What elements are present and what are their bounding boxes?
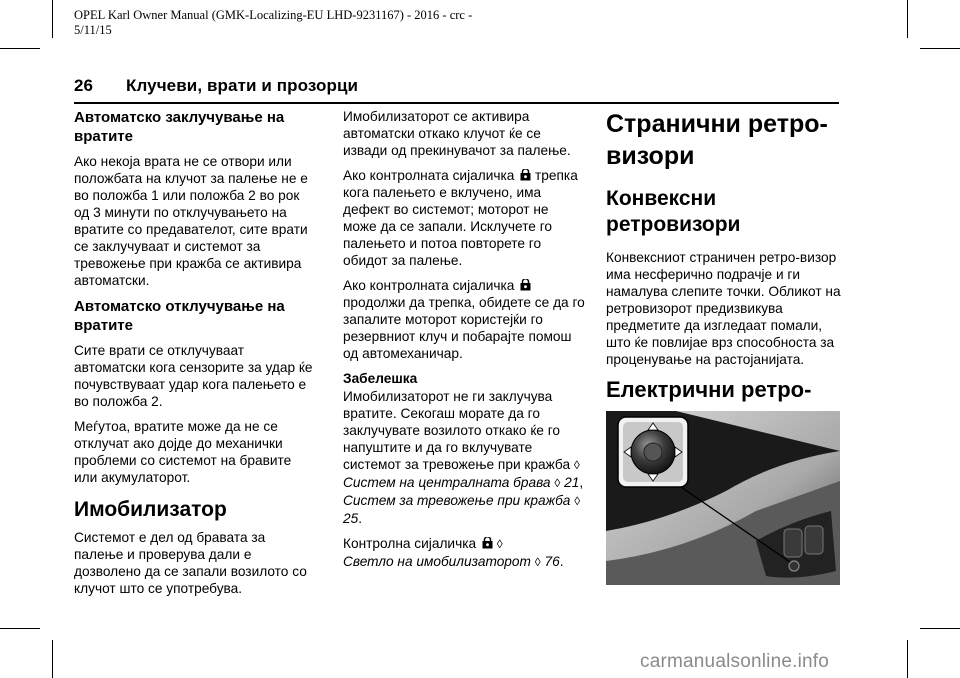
page-number: 26	[74, 76, 94, 95]
heading-auto-lock: Автоматско заклучување на вратите	[74, 109, 285, 145]
crop-mark	[907, 0, 908, 38]
watermark: carmanualsonline.info	[640, 651, 830, 672]
link-anti-theft-alarm-page[interactable]: 25	[343, 511, 359, 526]
page-title: Клучеви, врати и прозорци	[126, 76, 359, 95]
paragraph-immobilizer: Системот е дел од бравата за палење и проверува дали е дозволено да се запали возилото со клучот што се употребува.	[74, 530, 307, 596]
mirror-control-photo	[606, 411, 840, 585]
crop-mark	[52, 0, 53, 38]
paragraph-control-lamp: Контролна сијаличка ◊ Светло на имобилизаторот ◊ 76.	[343, 536, 564, 569]
page-heading	[74, 76, 358, 96]
link-anti-theft-alarm[interactable]: Систем за тревожење при кражба	[343, 493, 571, 508]
column-1	[74, 108, 316, 605]
link-immobilizer-light[interactable]: Светло на имобилизаторот	[343, 554, 531, 569]
heading-side-mirrors: Странични ретро-визори	[606, 110, 828, 170]
paragraph-warning-flash: Ако контролната сијаличка трепка кога палењето е вклучено, има дефект во системот; моторот не може да се запали. Исклучете го палењето и потоа повторете го обидот за палење.	[343, 168, 578, 268]
paragraph-auto-lock: Ако некоја врата не се отвори или положбата на клучот за палење не е во положба 1 или положба 2 во рок од 3 минути по отклучувањето на вратите со предавателот, сите врати се заклучуваат и системот за тревожење при кражба се активира автоматски.	[74, 154, 308, 288]
paragraph-convex-mirrors: Конвексниот страничен ретро-визор има несферично подрачје и ги намалува слепите точки. Обликот на ретровизорот предизвикува предметите да изгледаат помали, што ќе повлијае врз способноста за проценување на растојанијата.	[606, 250, 841, 367]
reference-icon: ◊	[554, 476, 561, 490]
mirror-control-illustration	[606, 411, 840, 585]
column-2	[343, 108, 585, 579]
paragraph-auto-unlock-1: Сите врати се отклучуваат автоматски кога сензорите за удар ќе почувствуваат удар кога палењето е во положба 2.	[74, 343, 313, 409]
immobilizer-lamp-icon	[482, 537, 493, 549]
crop-mark	[907, 640, 908, 678]
reference-icon: ◊	[496, 537, 503, 551]
crop-mark	[920, 628, 960, 629]
crop-mark	[52, 640, 53, 678]
document-header	[74, 8, 594, 38]
paragraph-auto-unlock-2: Меѓутоа, вратите може да не се отклучат ако дојде до механички проблеми со системот на бравите или акумулаторот.	[74, 419, 292, 485]
reference-icon: ◊	[574, 494, 581, 508]
crop-mark	[920, 48, 960, 49]
crop-mark	[0, 628, 40, 629]
link-central-locking-page[interactable]: 21	[564, 475, 580, 490]
heading-convex-mirrors: Конвексни ретровизори	[606, 187, 741, 236]
heading-auto-unlock: Автоматско отклучување на вратите	[74, 298, 285, 334]
document-header-line1: OPEL Karl Owner Manual (GMK-Localizing-EU LHD-9231167) - 2016 - crc -	[74, 8, 473, 22]
heading-rule	[74, 102, 839, 104]
heading-electric-mirrors: Електрични ретро-	[606, 377, 812, 402]
crop-mark	[0, 48, 40, 49]
note-text: Имобилизаторот не ги заклучува вратите. Секогаш морате да го заклучувате возилото откако ќе го напуштите и да го вклучувате системот за тревожење при кражба ◊ Систем на централната брава ◊ 21, Систем за тревожење при кражба ◊ 25.	[343, 389, 584, 526]
reference-icon: ◊	[534, 555, 541, 569]
link-central-locking[interactable]: Систем на централната брава	[343, 475, 551, 490]
paragraph-immobilizer-activation: Имобилизаторот се активира автоматски откако клучот ќе се извади од прекинувачот за палење.	[343, 109, 571, 158]
paragraph-warning-persist: Ако контролната сијаличка продолжи да трепка, обидете се да го запалите моторот користејќи го резервниот клуч и побарајте помош од автомеханичар.	[343, 278, 585, 361]
immobilizer-lamp-icon	[520, 169, 531, 181]
link-immobilizer-light-page[interactable]: 76	[544, 554, 560, 569]
reference-icon: ◊	[573, 458, 580, 472]
heading-immobilizer: Имобилизатор	[74, 498, 227, 521]
note-title: Забелешка	[343, 371, 418, 386]
column-3	[606, 108, 848, 442]
document-header-line2: 5/11/15	[74, 23, 112, 37]
immobilizer-lamp-icon	[520, 279, 531, 291]
